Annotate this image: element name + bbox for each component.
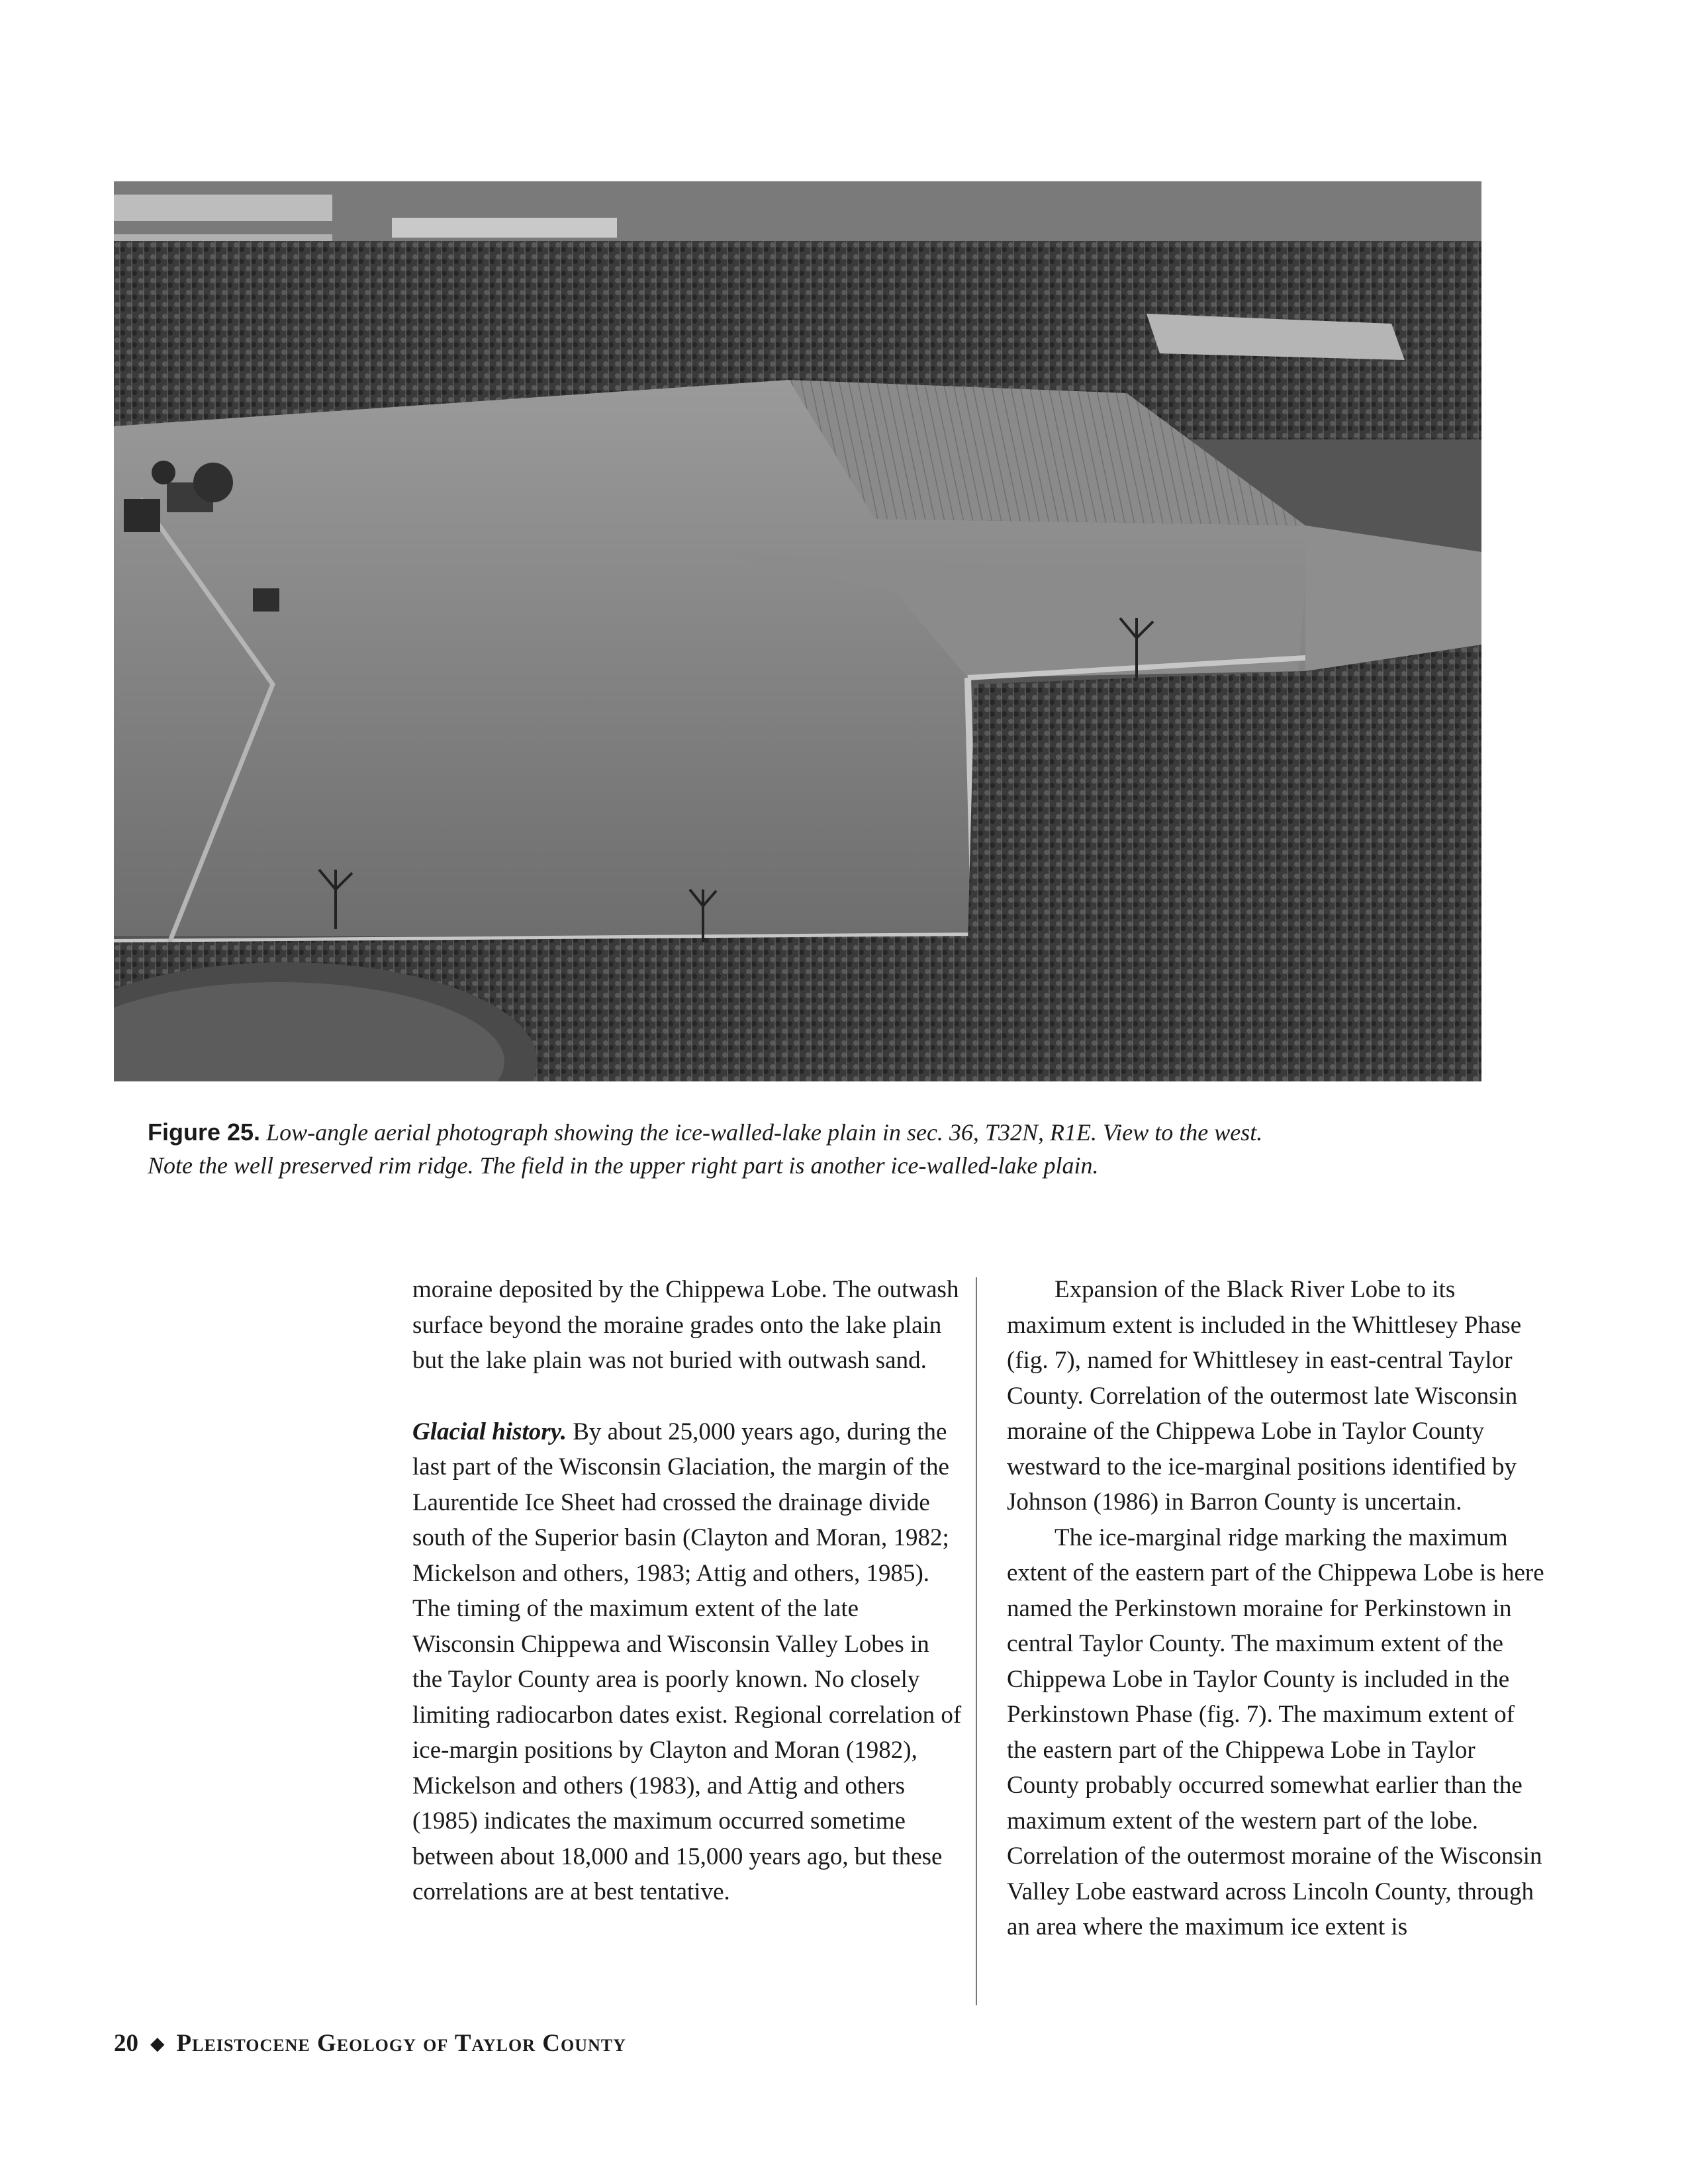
left-paragraph-2-text: By about 25,000 years ago, during the last part of the Wisconsin Glaciation, the margin of the Laurentide Ice Sheet had crossed the drainage divide south of the Superior basin (Clayton and Moran, 1982; Mickelson and others, 1983; Attig and others, 1985). The timing of the maximum extent of the late Wisconsin Chippewa and Wisconsin Valley Lobes in the Taylor County area is poorly known. No closely limiting radiocarbon dates exist. Regional correlation of ice-margin positions by Clayton and Moran (1982), Mickelson and others (1983), and Attig and others (1985) indicates the maximum occurred sometime between about 18,000 and 15,000 years ago, but these correlations are at best tentative. xyxy=(412,1418,962,1905)
figure-caption-text: Low-angle aerial photograph showing the ice-walled-lake plain in sec. 36, T32N, R1E. View to the west. Note the well preserved rim ridge. The field in the upper right part is another ice-walled-lake plain. xyxy=(148,1119,1263,1179)
aerial-photo-illustration xyxy=(114,181,1481,1081)
left-column xyxy=(412,1272,962,1910)
left-paragraph-2 xyxy=(412,1414,962,1910)
section-heading-glacial-history: Glacial history. xyxy=(412,1418,567,1445)
right-column xyxy=(1007,1272,1550,1945)
left-paragraph-1: moraine deposited by the Chippewa Lobe. The outwash surface beyond the moraine grades onto the lake plain but the lake plain was not buried with outwash sand. xyxy=(412,1276,959,1374)
figure-label: Figure 25. xyxy=(148,1118,261,1146)
column-divider xyxy=(976,1277,977,2005)
right-paragraph-1: Expansion of the Black River Lobe to its maximum extent is included in the Whittlesey Phase (fig. 7), named for Whittlesey in east-central Taylor County. Correlation of the outermost late Wisconsin moraine of the Chippewa Lobe in Taylor County westward to the ice-marginal positions identified by Johnson (1986) in Barron County is uncertain. xyxy=(1007,1276,1522,1516)
diamond-separator-icon: ◆ xyxy=(150,2034,165,2054)
page-footer xyxy=(114,2024,626,2064)
figure-caption xyxy=(148,1116,1273,1182)
page-number: 20 xyxy=(114,2030,138,2057)
right-paragraph-2: The ice-marginal ridge marking the maximum extent of the eastern part of the Chippewa Lobe is here named the Perkinstown moraine for Perkinstown in central Taylor County. The maximum extent of the Chippewa Lobe in Taylor County is included in the Perkinstown Phase (fig. 7). The maximum extent of the eastern part of the Chippewa Lobe in Taylor County probably occurred somewhat earlier than the maximum extent of the western part of the lobe. Correlation of the outermost moraine of the Wisconsin Valley Lobe eastward across Lincoln County, through an area where the maximum ice extent is xyxy=(1007,1524,1544,1940)
running-head: Pleistocene Geology of Taylor County xyxy=(176,2030,626,2057)
aerial-photograph xyxy=(114,181,1481,1081)
